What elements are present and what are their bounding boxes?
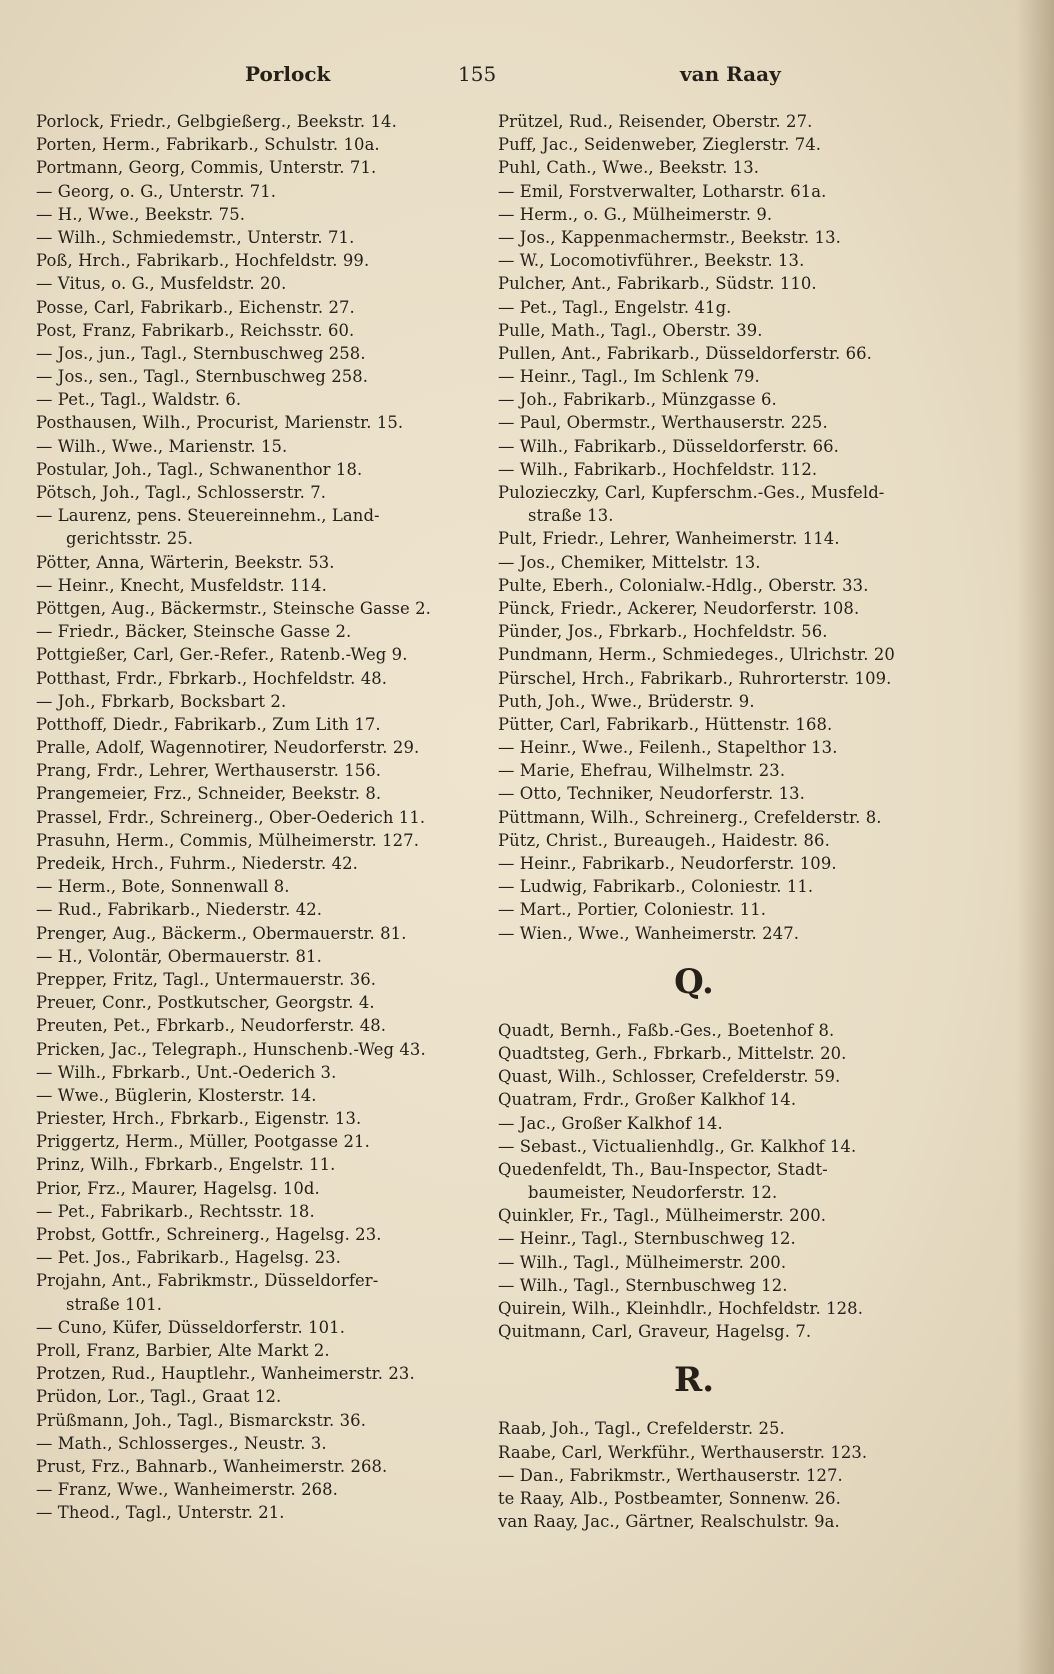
directory-entry: Pünck, Friedr., Ackerer, Neudorferstr. 108.: [498, 598, 860, 618]
directory-entry: — Sebast., Victualienhdlg., Gr. Kalkhof 14.: [498, 1136, 857, 1156]
directory-entry: Prust, Frz., Bahnarb., Wanheimerstr. 268.: [36, 1456, 388, 1476]
directory-entry: te Raay, Alb., Postbeamter, Sonnenw. 26.: [498, 1488, 841, 1508]
right-column: [498, 110, 930, 1533]
directory-entry: Proll, Franz, Barbier, Alte Markt 2.: [36, 1340, 330, 1360]
directory-entry: — Vitus, o. G., Musfeldstr. 20.: [36, 274, 287, 294]
directory-entry: Post, Franz, Fabrikarb., Reichsstr. 60.: [36, 320, 355, 340]
directory-entry: — Theod., Tagl., Unterstr. 21.: [36, 1503, 285, 1523]
directory-entry: Pricken, Jac., Telegraph., Hunschenb.-Weg 43.: [36, 1039, 426, 1059]
directory-entry: — Jac., Großer Kalkhof 14.: [498, 1113, 723, 1133]
directory-entry: — Herm., o. G., Mülheimerstr. 9.: [498, 204, 773, 224]
directory-entry: van Raay, Jac., Gärtner, Realschulstr. 9a.: [498, 1512, 840, 1532]
right-column-r-entries: [498, 1417, 930, 1533]
directory-entry: — Wilh., Schmiedemstr., Unterstr. 71.: [36, 227, 355, 247]
directory-entry: — H., Volontär, Obermauerstr. 81.: [36, 946, 322, 966]
directory-entry: gerichtsstr. 25.: [66, 529, 194, 549]
directory-entry: — Heinr., Tagl., Sternbuschweg 12.: [498, 1229, 796, 1249]
directory-entry: Poß, Hrch., Fabrikarb., Hochfeldstr. 99.: [36, 251, 370, 271]
directory-entry: — Dan., Fabrikmstr., Werthauserstr. 127.: [498, 1465, 843, 1485]
directory-entry: — Laurenz, pens. Steuereinnehm., Land-: [36, 506, 380, 526]
directory-entry: Prüdon, Lor., Tagl., Graat 12.: [36, 1387, 282, 1407]
directory-entry: Pulte, Eberh., Colonialw.-Hdlg., Oberstr. 33.: [498, 575, 869, 595]
directory-entry: Prang, Frdr., Lehrer, Werthauserstr. 156.: [36, 761, 382, 781]
directory-entry: — Wilh., Fabrikarb., Hochfeldstr. 112.: [498, 459, 818, 479]
directory-entry: — H., Wwe., Beekstr. 75.: [36, 204, 246, 224]
directory-entry: — Georg, o. G., Unterstr. 71.: [36, 181, 277, 201]
directory-entry: — Joh., Fbrkarb, Bocksbart 2.: [36, 691, 287, 711]
directory-entry: Porten, Herm., Fabrikarb., Schulstr. 10a.: [36, 135, 380, 155]
directory-entry: — Pet., Fabrikarb., Rechtsstr. 18.: [36, 1201, 315, 1221]
directory-entry: — Rud., Fabrikarb., Niederstr. 42.: [36, 900, 323, 920]
directory-entry: — Emil, Forstverwalter, Lotharstr. 61a.: [498, 181, 827, 201]
directory-entry: Pult, Friedr., Lehrer, Wanheimerstr. 114.: [498, 529, 840, 549]
directory-entry: Posse, Carl, Fabrikarb., Eichenstr. 27.: [36, 297, 355, 317]
directory-entry: — Herm., Bote, Sonnenwall 8.: [36, 877, 290, 897]
directory-entry: — Pet. Jos., Fabrikarb., Hagelsg. 23.: [36, 1248, 341, 1268]
directory-entry: straße 101.: [66, 1294, 163, 1314]
directory-entry: — Math., Schlosserges., Neustr. 3.: [36, 1433, 327, 1453]
directory-entry: — Wilh., Tagl., Sternbuschweg 12.: [498, 1275, 788, 1295]
directory-entry: Puff, Jac., Seidenweber, Zieglerstr. 74.: [498, 135, 822, 155]
directory-entry: Pünder, Jos., Fbrkarb., Hochfeldstr. 56.: [498, 622, 828, 642]
left-column: [36, 110, 468, 1524]
page-edge-shadow: [1016, 0, 1054, 1674]
directory-entry: — Heinr., Knecht, Musfeldstr. 114.: [36, 575, 327, 595]
directory-entry: — Wilh., Fabrikarb., Düsseldorferstr. 66.: [498, 436, 839, 456]
directory-entry: Pöttgen, Aug., Bäckermstr., Steinsche Gasse 2.: [36, 598, 431, 618]
directory-entry: Pullen, Ant., Fabrikarb., Düsseldorferstr. 66.: [498, 343, 872, 363]
directory-entry: Prinz, Wilh., Fbrkarb., Engelstr. 11.: [36, 1155, 336, 1175]
directory-entry: Prenger, Aug., Bäckerm., Obermauerstr. 81.: [36, 923, 407, 943]
directory-entry: — W., Locomotivführer., Beekstr. 13.: [498, 251, 805, 271]
directory-entry: Quast, Wilh., Schlosser, Crefelderstr. 59.: [498, 1067, 841, 1087]
directory-entry: Preuten, Pet., Fbrkarb., Neudorferstr. 48.: [36, 1016, 387, 1036]
directory-entry: — Jos., jun., Tagl., Sternbuschweg 258.: [36, 343, 366, 363]
directory-entry: Prützel, Rud., Reisender, Oberstr. 27.: [498, 112, 813, 131]
directory-entry: — Wien., Wwe., Wanheimerstr. 247.: [498, 923, 800, 943]
directory-entry: Prior, Frz., Maurer, Hagelsg. 10d.: [36, 1178, 320, 1198]
directory-entry: — Wilh., Fbrkarb., Unt.-Oederich 3.: [36, 1062, 337, 1082]
directory-entry: Püttmann, Wilh., Schreinerg., Crefelderstr. 8.: [498, 807, 882, 827]
directory-entry: — Joh., Fabrikarb., Münzgasse 6.: [498, 390, 777, 410]
directory-entry: Puhl, Cath., Wwe., Beekstr. 13.: [498, 158, 760, 178]
page-header: [40, 62, 970, 96]
directory-entry: Prasuhn, Herm., Commis, Mülheimerstr. 127.: [36, 830, 420, 850]
directory-entry: Pütz, Christ., Bureaugeh., Haidestr. 86.: [498, 830, 830, 850]
directory-entry: Pütter, Carl, Fabrikarb., Hüttenstr. 168.: [498, 714, 833, 734]
directory-entry: Quedenfeldt, Th., Bau-Inspector, Stadt-: [498, 1159, 828, 1179]
directory-entry: Postular, Joh., Tagl., Schwanenthor 18.: [36, 459, 363, 479]
directory-entry: — Heinr., Tagl., Im Schlenk 79.: [498, 367, 760, 387]
directory-entry: — Franz, Wwe., Wanheimerstr. 268.: [36, 1480, 338, 1500]
directory-entry: Prepper, Fritz, Tagl., Untermauerstr. 36.: [36, 969, 377, 989]
right-column-p-entries: [498, 110, 930, 945]
directory-entry: — Marie, Ehefrau, Wilhelmstr. 23.: [498, 761, 786, 781]
directory-entry: — Paul, Obermstr., Werthauserstr. 225.: [498, 413, 828, 433]
directory-entry: — Pet., Tagl., Waldstr. 6.: [36, 390, 242, 410]
directory-entry: Projahn, Ant., Fabrikmstr., Düsseldorfer-: [36, 1271, 379, 1291]
directory-entry: — Ludwig, Fabrikarb., Coloniestr. 11.: [498, 877, 814, 897]
directory-entry: straße 13.: [528, 506, 614, 526]
directory-entry: Quitmann, Carl, Graveur, Hagelsg. 7.: [498, 1322, 812, 1342]
directory-entry: Priester, Hrch., Fbrkarb., Eigenstr. 13.: [36, 1109, 362, 1129]
directory-entry: Pulozieczky, Carl, Kupferschm.-Ges., Musfeld-: [498, 483, 885, 502]
directory-entry: Pralle, Adolf, Wagennotirer, Neudorferstr. 29.: [36, 738, 420, 758]
directory-entry: — Mart., Portier, Coloniestr. 11.: [498, 900, 767, 920]
directory-entry: Pundmann, Herm., Schmiedeges., Ulrichstr. 20: [498, 645, 895, 665]
directory-entry: Quirein, Wilh., Kleinhdlr., Hochfeldstr. 128.: [498, 1299, 864, 1318]
directory-entry: Pulcher, Ant., Fabrikarb., Südstr. 110.: [498, 274, 817, 294]
directory-entry: — Friedr., Bäcker, Steinsche Gasse 2.: [36, 622, 352, 642]
directory-entry: Raab, Joh., Tagl., Crefelderstr. 25.: [498, 1419, 785, 1439]
directory-entry: — Heinr., Wwe., Feilenh., Stapelthor 13.: [498, 738, 838, 758]
section-heading-q: Q.: [674, 961, 714, 1002]
directory-entry: Potthast, Frdr., Fbrkarb., Hochfeldstr. 48.: [36, 668, 388, 688]
directory-entry: — Wilh., Tagl., Mülheimerstr. 200.: [498, 1252, 787, 1272]
page-number: 155: [458, 62, 497, 86]
directory-entry: Raabe, Carl, Werkführ., Werthauserstr. 123.: [498, 1442, 868, 1462]
right-column-q-entries: [498, 1019, 930, 1344]
directory-entry: Portmann, Georg, Commis, Unterstr. 71.: [36, 158, 377, 178]
directory-entry: Prassel, Frdr., Schreinerg., Ober-Oederich 11.: [36, 807, 426, 827]
directory-entry: Potthoff, Diedr., Fabrikarb., Zum Lith 17.: [36, 714, 381, 734]
directory-entry: Quadt, Bernh., Faßb.-Ges., Boetenhof 8.: [498, 1020, 835, 1040]
directory-entry: — Jos., sen., Tagl., Sternbuschweg 258.: [36, 367, 369, 387]
section-heading-r: R.: [673, 1360, 715, 1401]
directory-entry: Pötsch, Joh., Tagl., Schlosserstr. 7.: [36, 483, 327, 502]
directory-entry: Pürschel, Hrch., Fabrikarb., Ruhrorterstr. 109.: [498, 668, 892, 688]
directory-entry: Preuer, Conr., Postkutscher, Georgstr. 4.: [36, 993, 375, 1013]
directory-entry: Predeik, Hrch., Fuhrm., Niederstr. 42.: [36, 854, 358, 873]
directory-entry: Posthausen, Wilh., Procurist, Marienstr. 15.: [36, 413, 404, 433]
directory-entry: Porlock, Friedr., Gelbgießerg., Beekstr. 14.: [36, 112, 397, 131]
directory-entry: baumeister, Neudorferstr. 12.: [528, 1183, 778, 1203]
directory-entry: — Jos., Kappenmachermstr., Beekstr. 13.: [498, 227, 841, 247]
directory-entry: — Pet., Tagl., Engelstr. 41g.: [498, 297, 732, 317]
directory-entry: — Wwe., Büglerin, Klosterstr. 14.: [36, 1085, 317, 1105]
directory-entry: Puth, Joh., Wwe., Brüderstr. 9.: [498, 691, 755, 711]
directory-entry: Prangemeier, Frz., Schneider, Beekstr. 8.: [36, 784, 382, 804]
directory-entry: — Otto, Techniker, Neudorferstr. 13.: [498, 784, 805, 804]
directory-entry: Prüßmann, Joh., Tagl., Bismarckstr. 36.: [36, 1410, 367, 1430]
directory-entry: Pötter, Anna, Wärterin, Beekstr. 53.: [36, 552, 335, 572]
directory-entry: Quatram, Frdr., Großer Kalkhof 14.: [498, 1090, 797, 1110]
directory-entry: Quinkler, Fr., Tagl., Mülheimerstr. 200.: [498, 1206, 827, 1226]
directory-entry: — Wilh., Wwe., Marienstr. 15.: [36, 436, 288, 456]
header-first-entry: Porlock: [245, 62, 331, 86]
directory-entry: — Cuno, Küfer, Düsseldorferstr. 101.: [36, 1317, 346, 1337]
directory-entry: Pottgießer, Carl, Ger.-Refer., Ratenb.-Weg 9.: [36, 645, 408, 665]
directory-entry: Quadtsteg, Gerh., Fbrkarb., Mittelstr. 20.: [498, 1043, 847, 1063]
directory-entry: Pulle, Math., Tagl., Oberstr. 39.: [498, 320, 763, 340]
directory-entry: Protzen, Rud., Hauptlehr., Wanheimerstr. 23.: [36, 1364, 415, 1384]
directory-entry: Priggertz, Herm., Müller, Pootgasse 21.: [36, 1132, 370, 1152]
directory-entry: — Jos., Chemiker, Mittelstr. 13.: [498, 552, 761, 572]
header-last-entry: van Raay: [680, 62, 781, 86]
directory-entry: — Heinr., Fabrikarb., Neudorferstr. 109.: [498, 854, 837, 873]
directory-entry: Probst, Gottfr., Schreinerg., Hagelsg. 23.: [36, 1225, 382, 1244]
